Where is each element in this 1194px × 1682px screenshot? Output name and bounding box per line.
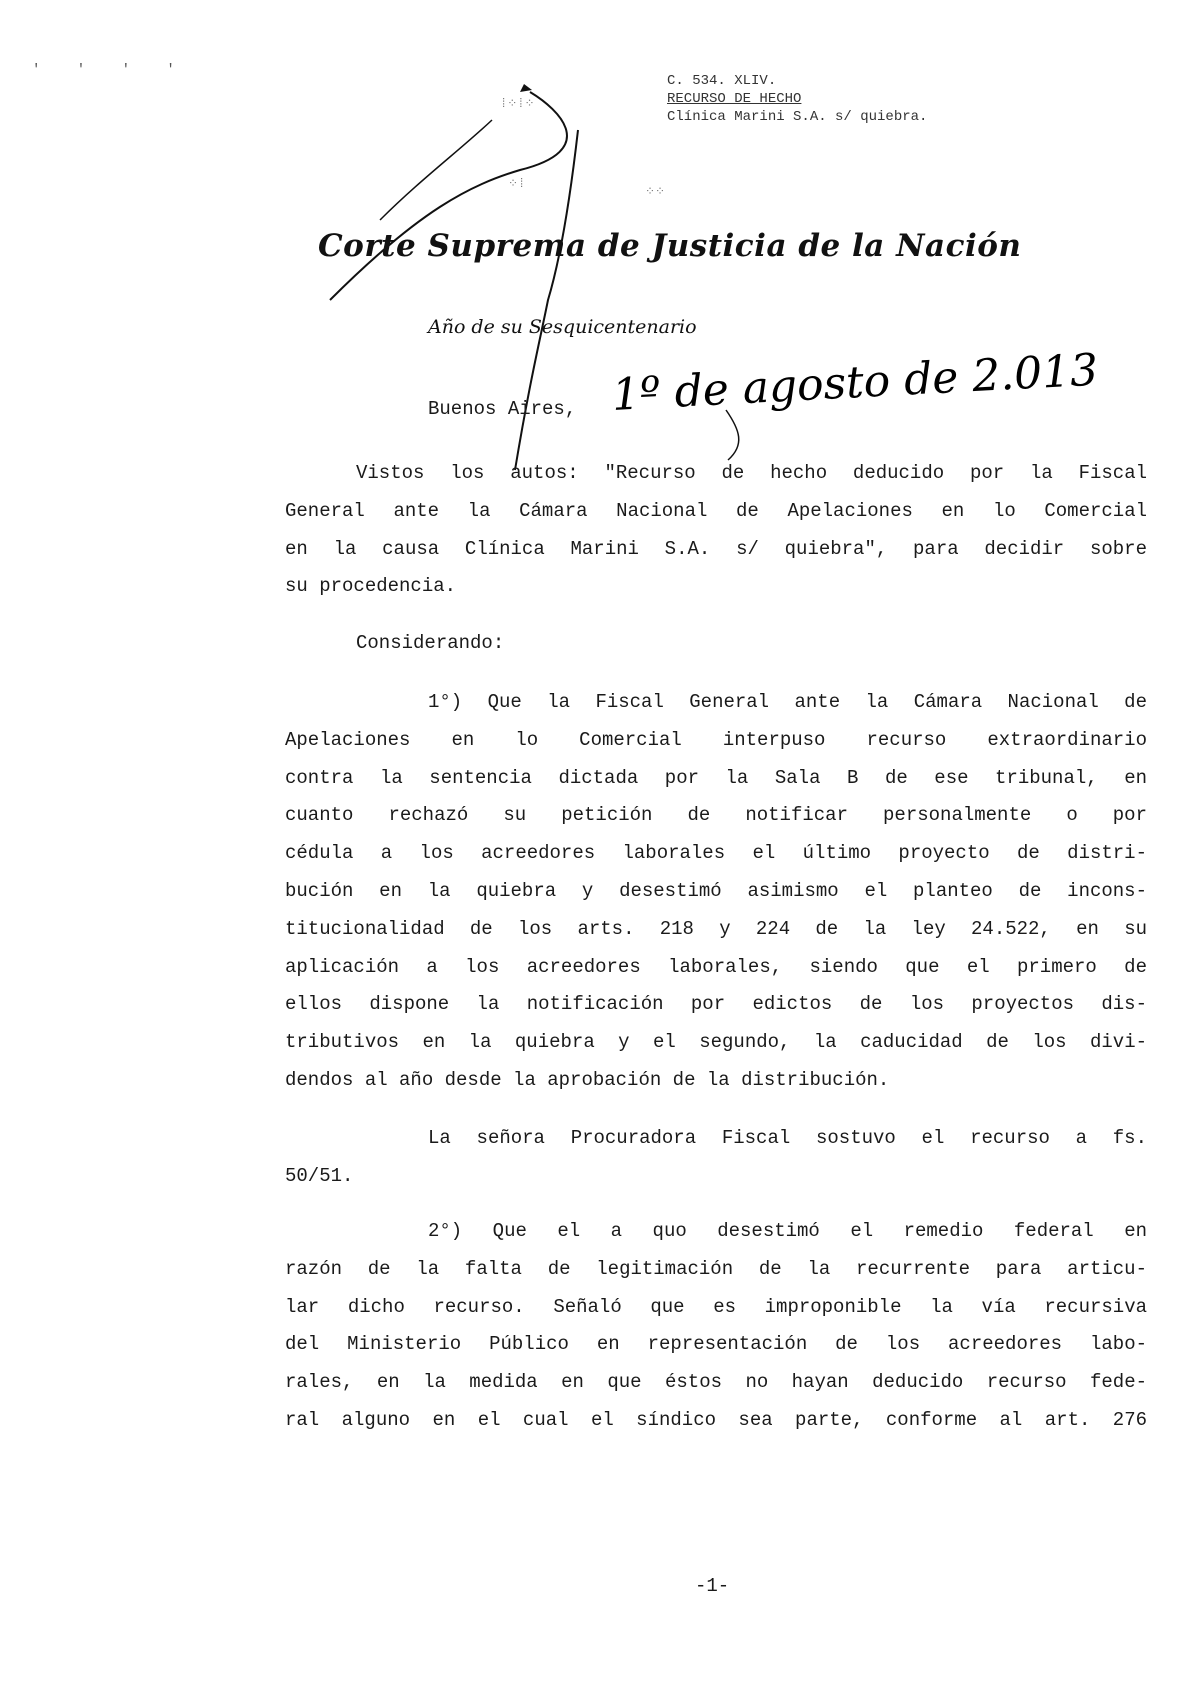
case-header bbox=[667, 72, 927, 126]
year-motto: Año de su Sesquicentenario bbox=[428, 316, 697, 338]
paragraph-1 bbox=[285, 684, 1147, 1100]
paragraph-2 bbox=[285, 1213, 1147, 1440]
text-line: rales, en la medida en que éstos no hayan deducido recurso fede- bbox=[285, 1371, 1147, 1394]
vistos-paragraph bbox=[285, 455, 1147, 606]
text-line: aplicación a los acreedores laborales, siendo que el primero de bbox=[285, 955, 1147, 978]
text-line: lar dicho recurso. Señaló que es improponible la vía recursiva bbox=[285, 1295, 1147, 1318]
page-number: -1- bbox=[695, 1575, 730, 1597]
handwritten-date: 1º de agosto de 2.013 bbox=[610, 344, 1100, 421]
case-title: Clínica Marini S.A. s/ quiebra. bbox=[667, 109, 928, 125]
text-line: General ante la Cámara Nacional de Apelaciones en lo Comercial bbox=[285, 499, 1147, 522]
text-line: Apelaciones en lo Comercial interpuso recurso extraordinario bbox=[285, 728, 1147, 751]
text-line: cédula a los acreedores laborales el último proyecto de distri- bbox=[285, 842, 1147, 865]
text-line: La señora Procuradora Fiscal sostuvo el recurso a fs. bbox=[428, 1127, 1147, 1149]
case-type: RECURSO DE HECHO bbox=[667, 91, 802, 107]
text-line: bución en la quiebra y desestimó asimismo el planteo de incons- bbox=[285, 879, 1147, 902]
procuradora-paragraph bbox=[285, 1120, 1147, 1196]
text-line: cuanto rechazó su petición de notificar personalmente o por bbox=[285, 804, 1147, 827]
text-line: del Ministerio Público en representación de los acreedores labo- bbox=[285, 1333, 1147, 1356]
text-line: ral alguno en el cual el síndico sea parte, conforme al art. 276 bbox=[285, 1408, 1147, 1431]
text-line: Vistos los autos: "Recurso de hecho deducido por la Fiscal bbox=[356, 462, 1147, 484]
stamp-fragment: ⁘⁘ bbox=[645, 185, 666, 199]
text-line: en la causa Clínica Marini S.A. s/ quiebra", para decidir sobre bbox=[285, 537, 1147, 560]
stamp-fragment: ⁘⁞ bbox=[508, 177, 526, 191]
text-line: su procedencia. bbox=[285, 575, 457, 598]
text-line: ellos dispone la notificación por edictos de los proyectos dis- bbox=[285, 993, 1147, 1016]
text-line: 2°) Que el a quo desestimó el remedio federal en bbox=[428, 1220, 1147, 1242]
text-line: Considerando: bbox=[356, 632, 505, 654]
text-line: 1°) Que la Fiscal General ante la Cámara Nacional de bbox=[428, 691, 1147, 713]
stamp-fragment: ⁞⁘⁞⁘ bbox=[500, 97, 535, 111]
text-line: tributivos en la quiebra y el segundo, la caducidad de los divi- bbox=[285, 1031, 1147, 1054]
text-line: titucionalidad de los arts. 218 y 224 de la ley 24.522, en su bbox=[285, 917, 1147, 940]
text-line: razón de la falta de legitimación de la recurrente para articu- bbox=[285, 1257, 1147, 1280]
place: Buenos Aires, bbox=[428, 398, 577, 420]
case-number: C. 534. XLIV. bbox=[667, 73, 777, 89]
court-name: Corte Suprema de Justicia de la Nación bbox=[318, 228, 1022, 264]
text-line: dendos al año desde la aprobación de la distribución. bbox=[285, 1068, 890, 1091]
text-line: 50/51. bbox=[285, 1164, 354, 1187]
text-line: contra la sentencia dictada por la Sala B de ese tribunal, en bbox=[285, 766, 1147, 789]
considerando-heading bbox=[285, 625, 1147, 663]
scan-specks: ' ' ' ' bbox=[32, 62, 189, 78]
